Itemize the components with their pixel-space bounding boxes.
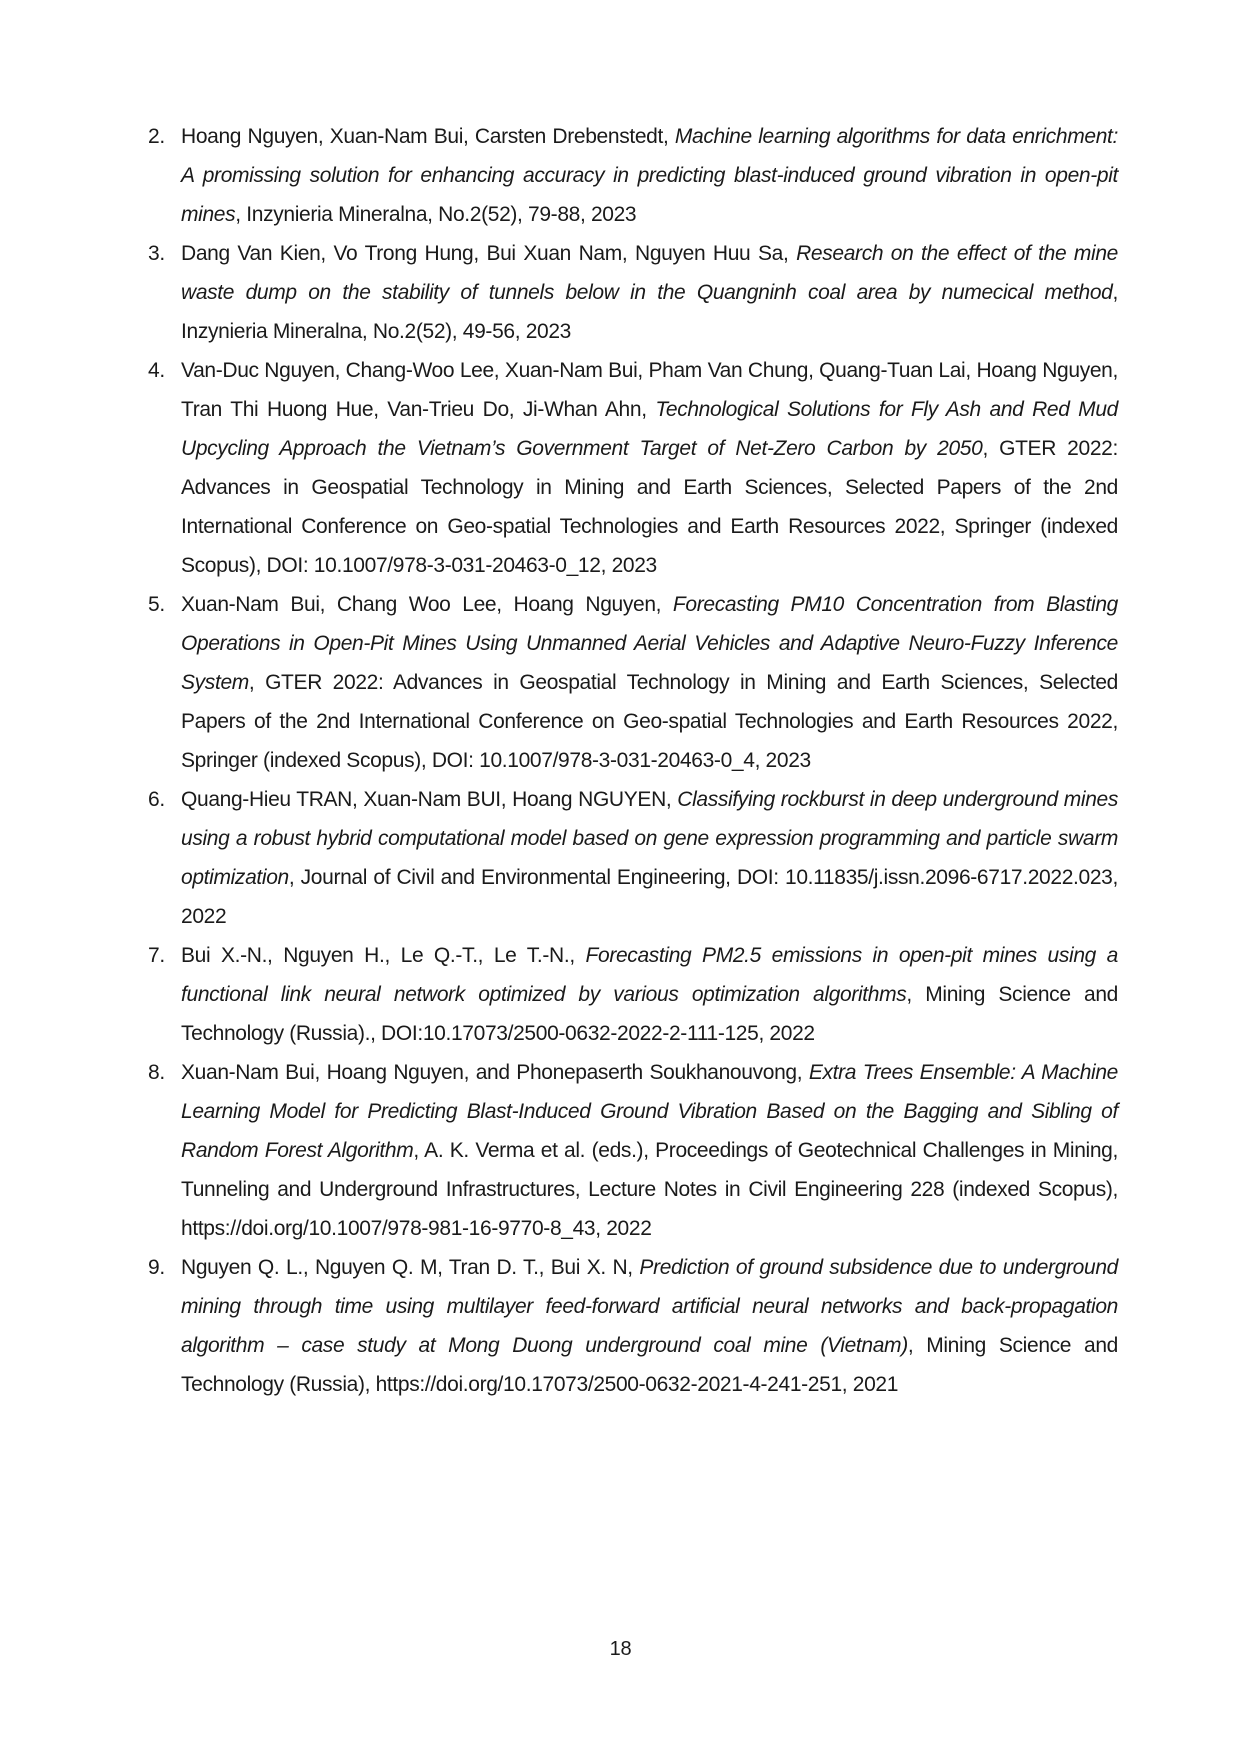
reference-source: , GTER 2022: Advances in Geospatial Technology in Mining and Earth Sciences, Selected Papers of the 2nd International Conference on Geo-spatial Technologies and Earth Resources 2022, Springer (indexed Scopus), DOI: 10.1007/978-3-031-20463-0_4, 2023 <box>181 671 1118 772</box>
reference-number: 5. <box>148 593 165 616</box>
reference-item <box>148 1053 1118 1248</box>
reference-number: 6. <box>148 788 165 811</box>
reference-item <box>148 234 1118 351</box>
reference-number: 8. <box>148 1061 165 1084</box>
reference-number: 7. <box>148 944 165 967</box>
reference-authors: Dang Van Kien, Vo Trong Hung, Bui Xuan Nam, Nguyen Huu Sa, <box>181 242 797 265</box>
reference-item <box>148 117 1118 234</box>
reference-number: 3. <box>148 242 165 265</box>
reference-authors: Quang-Hieu TRAN, Xuan-Nam BUI, Hoang NGUYEN, <box>181 788 678 811</box>
reference-authors: Hoang Nguyen, Xuan-Nam Bui, Carsten Drebenstedt, <box>181 125 675 148</box>
reference-title: Technological Solutions for Fly Ash and Red Mud Upcycling Approach the Vietnam’s Government Target of Net-Zero Carbon by 2050 <box>181 398 1118 460</box>
reference-item <box>148 351 1118 585</box>
reference-item <box>148 936 1118 1053</box>
reference-number: 4. <box>148 359 165 382</box>
reference-authors: Nguyen Q. L., Nguyen Q. M, Tran D. T., Bui X. N, <box>181 1256 640 1279</box>
reference-title: Machine learning algorithms for data enrichment: A promissing solution for enhancing accuracy in predicting blast-induced ground vibration in open-pit mines <box>181 125 1118 226</box>
reference-source: , Mining Science and Technology (Russia)., DOI:10.17073/2500-0632-2022-2-111-125, 2022 <box>181 983 1118 1045</box>
reference-title: Classifying rockburst in deep underground mines using a robust hybrid computational model based on gene expression programming and particle swarm optimization <box>181 788 1119 889</box>
reference-number: 2. <box>148 125 165 148</box>
reference-title: Extra Trees Ensemble: A Machine Learning Model for Predicting Blast-Induced Ground Vibration Based on the Bagging and Sibling of Random Forest Algorithm <box>181 1061 1118 1162</box>
reference-title: Prediction of ground subsidence due to underground mining through time using multilayer feed-forward artificial neural networks and back-propagation algorithm – case study at Mong Duong underground coal mine (Vietnam) <box>181 1256 1118 1357</box>
reference-authors: Van-Duc Nguyen, Chang-Woo Lee, Xuan-Nam Bui, Pham Van Chung, Quang-Tuan Lai, Hoang Nguyen, Tran Thi Huong Hue, Van-Trieu Do, Ji-Whan Ahn, <box>181 359 1118 421</box>
reference-title: Research on the effect of the mine waste dump on the stability of tunnels below in the Quangninh coal area by numecical method <box>181 242 1119 304</box>
reference-list <box>148 117 1118 1404</box>
reference-source: , Mining Science and Technology (Russia), https://doi.org/10.17073/2500-0632-2021-4-241-251, 2021 <box>181 1334 1119 1396</box>
reference-item <box>148 780 1118 936</box>
reference-title: Forecasting PM2.5 emissions in open-pit mines using a functional link neural network optimized by various optimization algorithms <box>181 944 1118 1006</box>
reference-source: , Inzynieria Mineralna, No.2(52), 79-88, 2023 <box>235 203 637 226</box>
reference-item <box>148 1248 1118 1404</box>
reference-authors: Bui X.-N., Nguyen H., Le Q.-T., Le T.-N., <box>181 944 586 967</box>
reference-number: 9. <box>148 1256 165 1279</box>
reference-authors: Xuan-Nam Bui, Chang Woo Lee, Hoang Nguyen, <box>181 593 673 616</box>
reference-source: , GTER 2022: Advances in Geospatial Technology in Mining and Earth Sciences, Selected Papers of the 2nd International Conference on Geo-spatial Technologies and Earth Resources 2022, Springer (indexed Scopus), DOI: 10.1007/978-3-031-20463-0_12, 2023 <box>181 437 1118 577</box>
page-number: 18 <box>609 1638 632 1660</box>
reference-source: , Inzynieria Mineralna, No.2(52), 49-56, 2023 <box>181 281 1118 343</box>
reference-title: Forecasting PM10 Concentration from Blasting Operations in Open-Pit Mines Using Unmanned Aerial Vehicles and Adaptive Neuro-Fuzzy Inference System <box>181 593 1118 694</box>
reference-source: , A. K. Verma et al. (eds.), Proceedings of Geotechnical Challenges in Mining, Tunneling and Underground Infrastructures, Lecture Notes in Civil Engineering 228 (indexed Scopus), https://doi.org/10.1007/978-981-16-9770-8_43, 2022 <box>181 1139 1118 1240</box>
reference-authors: Xuan-Nam Bui, Hoang Nguyen, and Phonepaserth Soukhanouvong, <box>181 1061 809 1084</box>
reference-item <box>148 585 1118 780</box>
reference-source: , Journal of Civil and Environmental Engineering, DOI: 10.11835/j.issn.2096-6717.2022.023, 2022 <box>181 866 1118 928</box>
